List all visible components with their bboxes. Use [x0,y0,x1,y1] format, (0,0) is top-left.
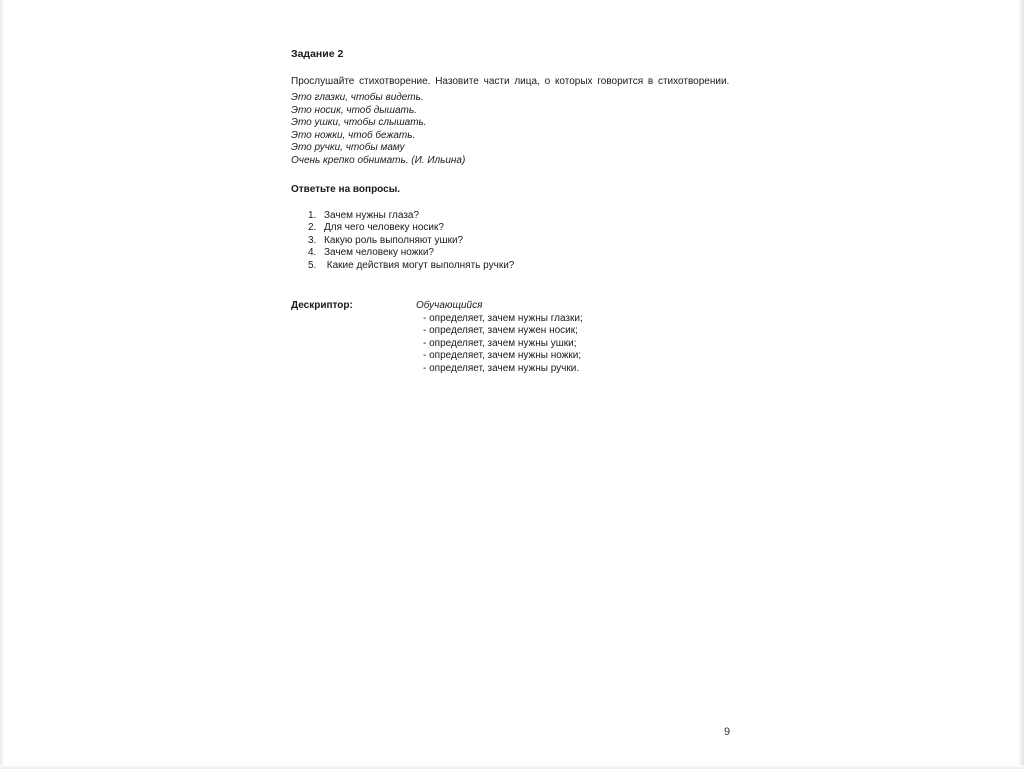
question-number: 1. [308,209,317,221]
question-number: 3. [308,234,317,246]
task-instruction: Прослушайте стихотворение. Назовите части лица, о которых говорится в стихотворении. [291,75,730,87]
descriptor-subject: Обучающийся [416,300,483,311]
descriptor-label: Дескриптор: [291,300,353,311]
poem-line: Очень крепко обнимать. (И. Ильина) [291,154,466,166]
question-text: Для чего человеку носик? [324,222,444,233]
descriptor-body [416,300,733,375]
poem-line: Это глазки, чтобы видеть. [291,92,424,103]
question-number: 2. [308,222,317,233]
poem-line: Это ручки, чтобы маму [291,142,405,153]
descriptor-criterion: - определяет, зачем нужны ножки; [423,350,582,361]
questions-list [291,210,733,273]
page-content [291,48,733,375]
question-item [291,210,733,223]
question-item [291,222,733,235]
question-item [291,260,733,273]
question-item [291,235,733,248]
question-number: 4. [308,247,317,258]
page-edge-right [1018,0,1024,769]
question-text: Какие действия могут выполнять ручки? [324,259,515,271]
poem [291,92,733,167]
descriptor-criterion: - определяет, зачем нужен носик; [423,325,578,336]
question-text: Зачем человеку ножки? [324,247,434,258]
page-number: 9 [724,726,731,738]
page-edge-bottom [0,765,1024,769]
question-number: 5. [308,259,317,271]
poem-line: Это носик, чтоб дышать. [291,104,417,116]
descriptor-block [291,300,733,375]
question-text: Какую роль выполняют ушки? [324,234,464,246]
poem-line: Это ножки, чтоб бежать. [291,129,416,141]
descriptor-criterion: - определяет, зачем нужны глазки; [423,312,583,324]
question-text: Зачем нужны глаза? [324,209,420,221]
question-item [291,247,733,260]
page-edge-left [0,0,4,769]
questions-title: Ответьте на вопросы. [291,184,401,195]
poem-line: Это ушки, чтобы слышать. [291,117,427,128]
descriptor-criterion: - определяет, зачем нужны ручки. [423,362,580,374]
task-title: Задание 2 [291,48,344,60]
descriptor-criterion: - определяет, зачем нужны ушки; [423,337,577,349]
